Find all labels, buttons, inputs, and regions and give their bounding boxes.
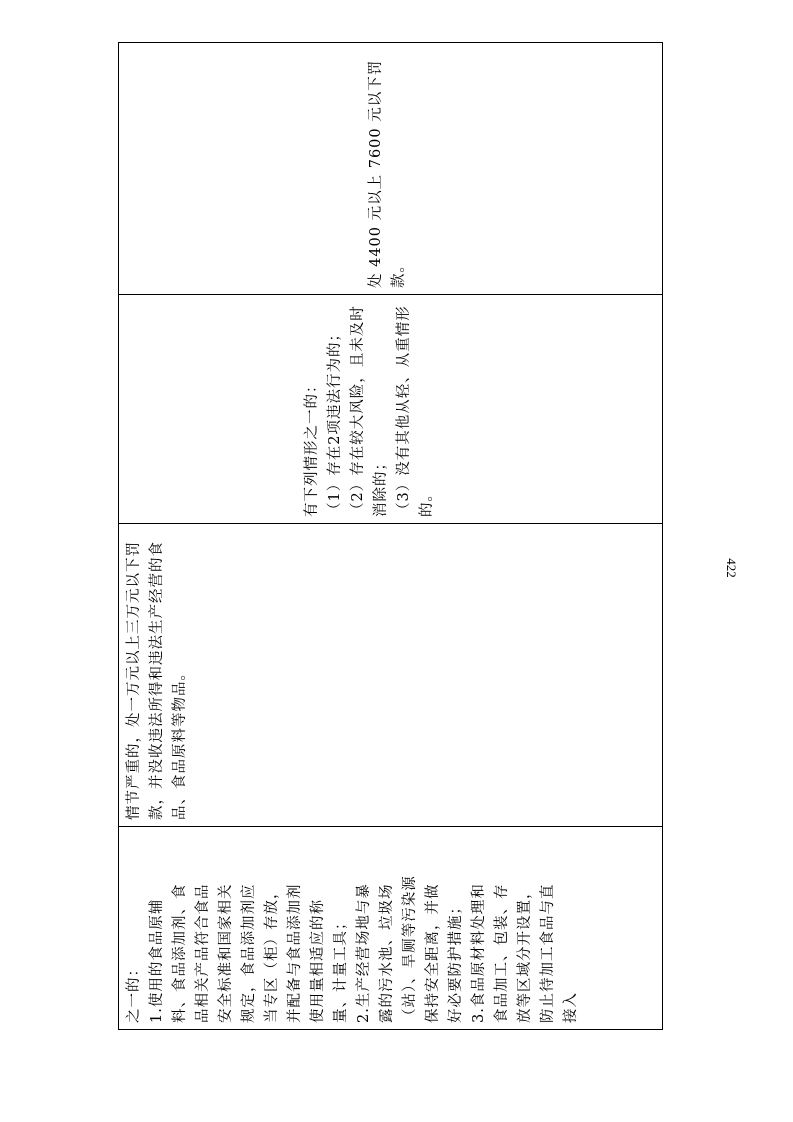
rotated-table-container bbox=[118, 59, 663, 1030]
table-row bbox=[119, 43, 663, 1030]
penalty-table bbox=[118, 42, 663, 1030]
table-cell-situation bbox=[119, 827, 663, 1030]
table-cell-penalty-range bbox=[119, 524, 663, 827]
page-number: 422 bbox=[723, 558, 739, 578]
circumstances-text: 有下列情形之一的： （1）存在2项违法行为的； （2）存在较大风险，且未及时消除的； （3）没有其他从轻、从重情形的。 bbox=[304, 305, 435, 517]
situation-text: 之一的： 1.使用的食品原辅料、食品添加剂、食品相关产品符合食品安全标准和国家相关规定，食品添加剂应当专区（柜）存放，并配备与食品添加剂使用量相适应的称量、计量工具； 2.生产经营场地与暴露的污水池、垃圾场（站）、旱厕等污染源保持安全距离，并做好必要防护措施； 3.食品原材料处理和食品加工、包装、存放等区域分开设置，防止待加工食品与直接入 bbox=[126, 875, 579, 1023]
discretion-text: 处 4400 元以上 7600 元以下罚款。 bbox=[368, 59, 407, 288]
penalty-range-text: 情节严重的，处一万元以上三万元以下罚款，并没收违法所得和违法生产经营的食品、食品原料等物品。 bbox=[126, 541, 188, 820]
table-cell-circumstances bbox=[119, 295, 663, 524]
table-cell-discretion bbox=[119, 43, 663, 295]
